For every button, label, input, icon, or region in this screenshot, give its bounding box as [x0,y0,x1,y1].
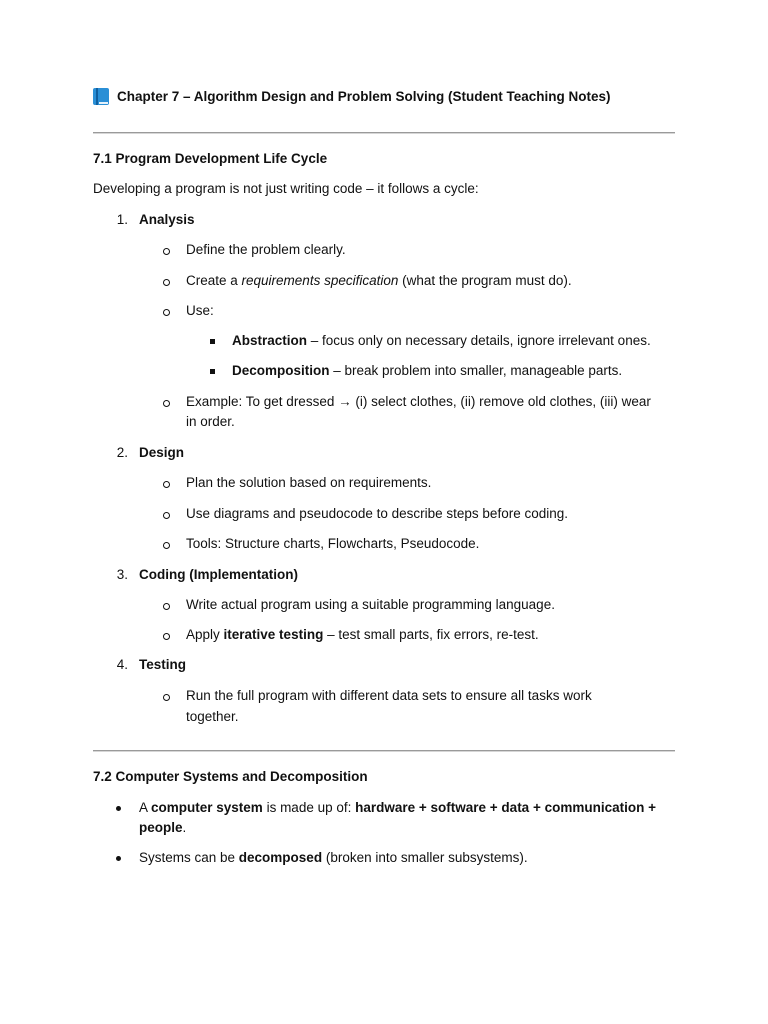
list-number: 4. [116,657,128,672]
list-item: Tools: Structure charts, Flowcharts, Pseudocode. [186,536,480,551]
bullet-square [210,339,215,344]
bullet-circle [163,603,170,610]
list-item: Apply iterative testing – test small parts, fix errors, re-test. [186,627,539,642]
list-item: Example: To get dressed → (i) select clothes, (ii) remove old clothes, (iii) wear [186,394,651,409]
divider [93,750,675,752]
list-item: Use diagrams and pseudocode to describe steps before coding. [186,506,568,521]
bullet-circle [163,248,170,255]
section-heading-7-1: 7.1 Program Development Life Cycle [93,151,328,166]
bullet-square [210,369,215,374]
section-intro: Developing a program is not just writing code – it follows a cycle: [93,181,479,196]
list-item: Run the full program with different data sets to ensure all tasks work [186,688,592,703]
step-label-analysis: Analysis [139,212,195,227]
bullet-circle [163,279,170,286]
section-heading-7-2: 7.2 Computer Systems and Decomposition [93,769,368,784]
bullet-circle [163,309,170,316]
step-label-testing: Testing [139,657,186,672]
list-item: Create a requirements specification (what the program must do). [186,273,572,288]
list-item: Use: [186,303,214,318]
bullet-circle [163,481,170,488]
bullet-circle [163,542,170,549]
list-item: Plan the solution based on requirements. [186,475,432,490]
bullet-circle [163,633,170,640]
step-label-design: Design [139,445,185,460]
list-number: 1. [116,212,128,227]
list-item-continued: people. [139,820,187,835]
list-item: Define the problem clearly. [186,242,346,257]
list-item: A computer system is made up of: hardware + software + data + communication + [139,800,656,815]
list-number: 3. [116,567,128,582]
list-number: 2. [116,445,128,460]
list-item: Systems can be decomposed (broken into smaller subsystems). [139,850,528,865]
list-item: Write actual program using a suitable programming language. [186,597,555,612]
list-item: Decomposition – break problem into smaller, manageable parts. [232,363,623,378]
list-item-continued: in order. [186,414,235,429]
bullet-dot [116,856,121,861]
page-title [93,88,611,105]
list-item-continued: together. [186,709,239,724]
page-title-text: Chapter 7 – Algorithm Design and Problem Solving (Student Teaching Notes) [117,89,611,104]
list-item: Abstraction – focus only on necessary details, ignore irrelevant ones. [232,333,651,348]
step-label-coding: Coding (Implementation) [139,567,298,582]
book-icon [93,88,109,105]
bullet-circle [163,512,170,519]
bullet-circle [163,400,170,407]
divider [93,132,675,134]
bullet-circle [163,694,170,701]
bullet-dot [116,806,121,811]
